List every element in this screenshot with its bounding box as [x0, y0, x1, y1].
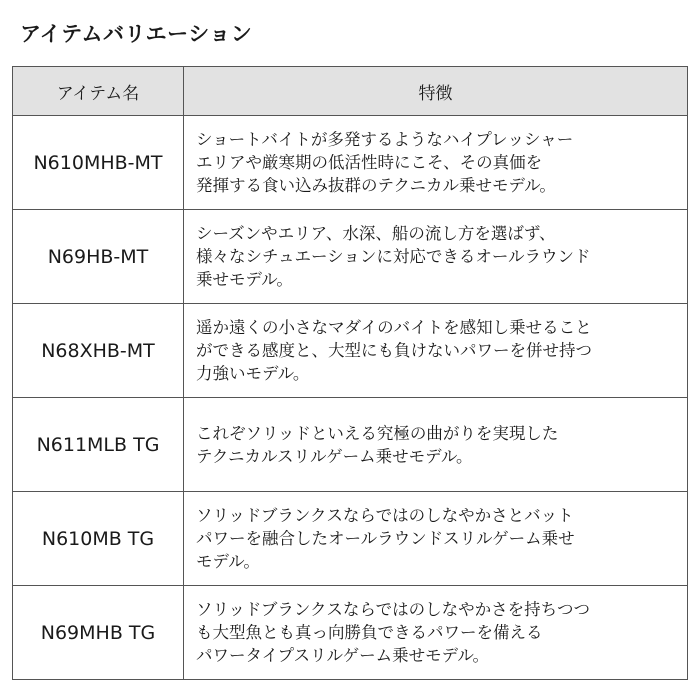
table-row [13, 304, 688, 398]
feature-cell: ソリッドブランクスならではのしなやかさとバット パワーを融合したオールラウンドスリルゲーム乗せ モデル。 [184, 492, 688, 586]
table-row [13, 586, 688, 680]
table-row [13, 210, 688, 304]
table-header-row [13, 67, 688, 116]
table-row [13, 492, 688, 586]
feature-header: 特徴 [184, 67, 688, 116]
feature-cell: シーズンやエリア、水深、船の流し方を選ばず、 様々なシチュエーションに対応できるオールラウンド 乗せモデル。 [184, 210, 688, 304]
feature-cell: 遥か遠くの小さなマダイのバイトを感知し乗せること ができる感度と、大型にも負けないパワーを併せ持つ 力強いモデル。 [184, 304, 688, 398]
item-name-cell: N69MHB TG [13, 586, 184, 680]
item-name-cell: N610MB TG [13, 492, 184, 586]
table-row [13, 116, 688, 210]
item-name-cell: N68XHB-MT [13, 304, 184, 398]
item-variation-table [12, 66, 688, 680]
item-name-cell: N611MLB TG [13, 398, 184, 492]
page-title: アイテムバリエーション [20, 22, 253, 46]
item-name-cell: N69HB-MT [13, 210, 184, 304]
feature-cell: これぞソリッドといえる究極の曲がりを実現した テクニカルスリルゲーム乗せモデル。 [184, 398, 688, 492]
feature-cell: ソリッドブランクスならではのしなやかさを持ちつつ も大型魚とも真っ向勝負できるパワーを備える パワータイプスリルゲーム乗せモデル。 [184, 586, 688, 680]
item-name-cell: N610MHB-MT [13, 116, 184, 210]
table-row [13, 398, 688, 492]
feature-cell: ショートバイトが多発するようなハイプレッシャー エリアや厳寒期の低活性時にこそ、その真価を 発揮する食い込み抜群のテクニカル乗せモデル。 [184, 116, 688, 210]
item-name-header: アイテム名 [13, 67, 184, 116]
